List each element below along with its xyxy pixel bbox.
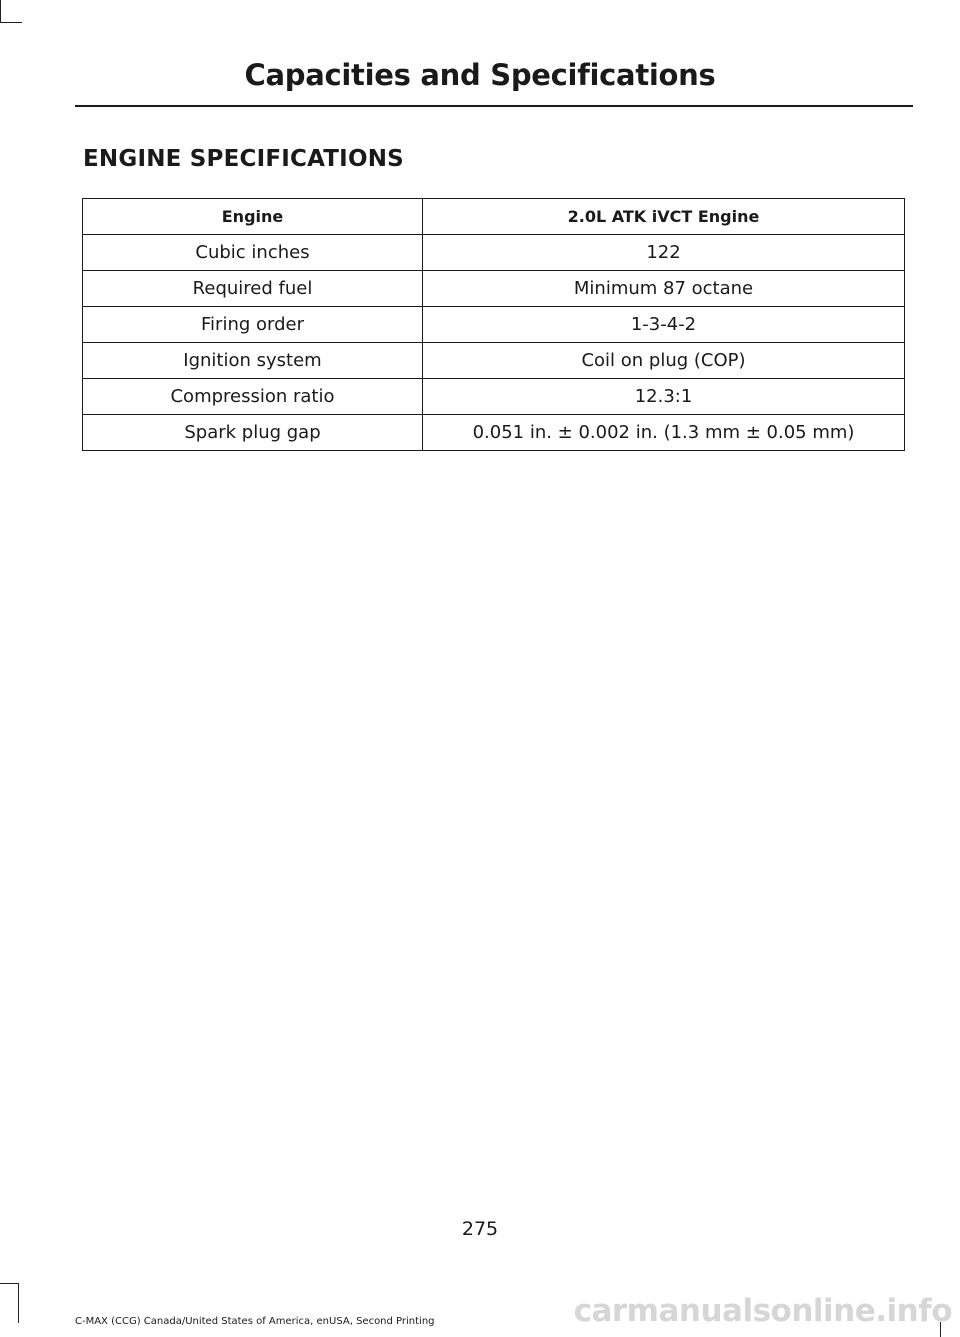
header-cell-engine: Engine — [83, 199, 423, 235]
table-header-row — [83, 199, 905, 235]
row-label: Firing order — [83, 307, 423, 343]
section-heading: ENGINE SPECIFICATIONS — [83, 146, 404, 172]
table-row — [83, 415, 905, 451]
row-value: 12.3:1 — [423, 379, 905, 415]
row-label: Compression ratio — [83, 379, 423, 415]
engine-spec-table — [82, 198, 905, 451]
row-value: 0.051 in. ± 0.002 in. (1.3 mm ± 0.05 mm) — [423, 415, 905, 451]
row-value: 122 — [423, 235, 905, 271]
crop-mark-bottom-left-v — [18, 1283, 19, 1323]
page-header-title: Capacities and Specifications — [244, 58, 716, 92]
header-rule — [75, 105, 913, 107]
table-row — [83, 307, 905, 343]
table-row — [83, 379, 905, 415]
crop-mark-top-left-v — [0, 0, 1, 22]
row-label: Spark plug gap — [83, 415, 423, 451]
row-value: Coil on plug (COP) — [423, 343, 905, 379]
table-row — [83, 343, 905, 379]
table-row — [83, 235, 905, 271]
crop-mark-top-left-h — [0, 22, 22, 23]
row-label: Ignition system — [83, 343, 423, 379]
table-row — [83, 271, 905, 307]
page-number: 275 — [461, 1218, 499, 1240]
row-label: Required fuel — [83, 271, 423, 307]
row-value: 1-3-4-2 — [423, 307, 905, 343]
footer-text: C-MAX (CCG) Canada/United States of America, enUSA, Second Printing — [75, 1316, 435, 1327]
crop-mark-bottom-left-h — [0, 1283, 18, 1284]
watermark: carmanualsonline.info — [573, 1293, 952, 1329]
row-value: Minimum 87 octane — [423, 271, 905, 307]
row-label: Cubic inches — [83, 235, 423, 271]
header-cell-engine-model: 2.0L ATK iVCT Engine — [423, 199, 905, 235]
